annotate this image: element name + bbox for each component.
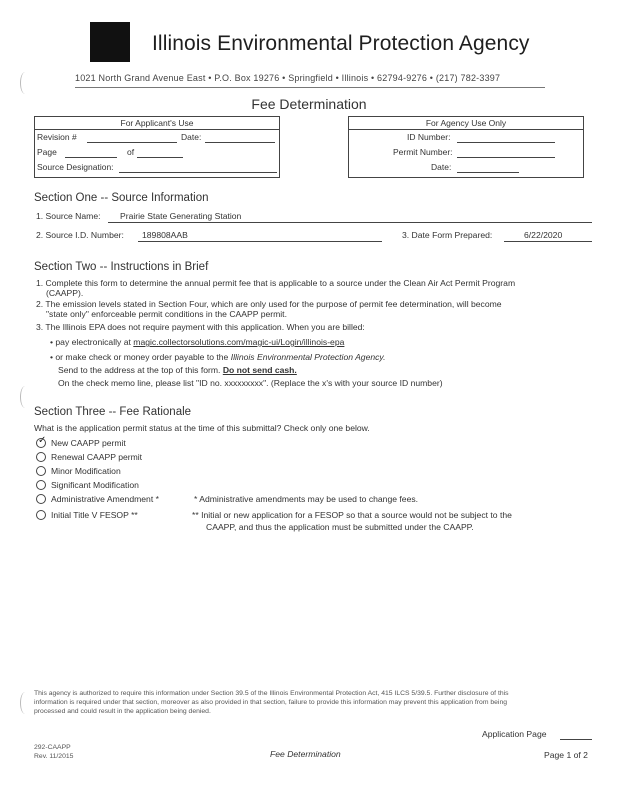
payment-link[interactable]: magic.collectorsolutions.com/magic-ui/Login/illinois-epa — [133, 337, 345, 347]
of-label: of — [127, 147, 135, 157]
disclosure-line3: processed and could result in the application being denied. — [34, 708, 211, 715]
box-head-rule — [35, 129, 279, 130]
option-minor-modification[interactable]: Minor Modification — [51, 466, 121, 476]
permit-number-field[interactable] — [457, 157, 555, 158]
agency-logo — [90, 22, 130, 62]
form-code: 292-CAAPP — [34, 744, 71, 751]
id-number-field[interactable] — [457, 142, 555, 143]
bullet2-text: or make check or money order payable to the — [55, 352, 231, 362]
instruction-1-line1: 1. Complete this form to determine the annual permit fee that is applicable to a source under the Clean Air Act Permit Program — [36, 278, 516, 288]
agency-date-label: Date: — [431, 162, 452, 172]
radio-new-caapp[interactable] — [36, 435, 47, 448]
section-three-title: Section Three -- Fee Rationale — [34, 406, 192, 418]
section-two-title: Section Two -- Instructions in Brief — [34, 261, 209, 273]
permit-number-label: Permit Number: — [393, 147, 453, 157]
memo-instructions: On the check memo line, please list "ID no. xxxxxxxxx". (Replace the x's with your source ID number) — [58, 378, 443, 388]
footer-form-name: Fee Determination — [270, 749, 341, 759]
source-id-underline — [138, 241, 382, 242]
option-renewal-caapp[interactable]: Renewal CAAPP permit — [51, 452, 143, 462]
radio-renewal-caapp[interactable] — [36, 452, 46, 462]
bullet1-text: pay electronically at — [55, 337, 134, 347]
form-title: Fee Determination — [251, 96, 367, 112]
instruction-2-line2: "state only" enforceable permit conditions in the CAAPP permit. — [46, 309, 287, 319]
disclosure-line2: information is required under that section, moreover as also provided in that section, failure to provide this information may prevent this application from being — [34, 699, 508, 706]
applicant-box-heading: For Applicant's Use — [120, 118, 194, 128]
applicant-date-field[interactable] — [205, 142, 275, 143]
send-text: Send to the address at the top of this form. — [58, 365, 223, 375]
note-administrative: * Administrative amendments may be used to change fees. — [194, 494, 419, 504]
applicant-date-label: Date: — [181, 132, 202, 142]
agency-box-heading: For Agency Use Only — [425, 118, 507, 128]
section-one-title: Section One -- Source Information — [34, 192, 209, 204]
page-of: Page 1 of 2 — [544, 750, 588, 760]
no-cash-warning: Do not send cash. — [222, 365, 297, 375]
scan-mark — [20, 692, 30, 714]
note-fesop-line1: ** Initial or new application for a FESOP so that a source would not be subject to the — [192, 510, 512, 520]
bullet-check-payment — [50, 352, 385, 362]
agency-date-field[interactable] — [457, 172, 519, 173]
date-prepared-value[interactable]: 6/22/2020 — [524, 230, 563, 240]
option-significant-modification[interactable]: Significant Modification — [51, 480, 139, 490]
instruction-3: 3. The Illinois EPA does not require payment with this application. When you are billed: — [36, 322, 365, 332]
source-id-label: 2. Source I.D. Number: — [36, 230, 124, 240]
applicant-use-box — [34, 116, 280, 178]
instruction-1-line2: (CAAPP). — [46, 288, 84, 298]
check-mark-icon: ✓ — [38, 435, 47, 446]
revision-label: Revision # — [37, 132, 77, 142]
source-name-label: 1. Source Name: — [36, 211, 101, 221]
radio-administrative-amendment[interactable] — [36, 494, 46, 504]
radio-minor-modification[interactable] — [36, 466, 46, 476]
status-question: What is the application permit status at the time of this submittal? Check only one below. — [34, 423, 370, 433]
scan-mark — [20, 72, 30, 94]
page-total-field[interactable] — [137, 157, 183, 158]
radio-initial-fesop[interactable] — [36, 510, 46, 520]
application-page-field[interactable] — [560, 739, 592, 740]
bullet-pay-electronically — [50, 337, 344, 347]
form-revision: Rev. 11/2015 — [34, 753, 74, 760]
source-name-value[interactable]: Prairie State Generating Station — [120, 211, 242, 221]
source-designation-field[interactable] — [119, 172, 277, 173]
instruction-2-line1: 2. The emission levels stated in Section Four, which are only used for the purpose of permit fee determination, will become — [36, 299, 502, 309]
payee-name: Illinois Environmental Protection Agency. — [230, 352, 386, 362]
source-name-underline — [108, 222, 592, 223]
box-head-rule — [349, 129, 583, 130]
radio-significant-modification[interactable] — [36, 480, 46, 490]
bullet-icon: • — [50, 337, 56, 347]
note-fesop-line2: CAAPP, and thus the application must be submitted under the CAAPP. — [206, 522, 474, 532]
disclosure-line1: This agency is authorized to require this information under Section 39.5 of the Illinois Environmental Protection Act, 415 ILCS 5/39.5. Further disclosure of this — [34, 690, 509, 697]
agency-name: Illinois Environmental Protection Agency — [152, 32, 530, 55]
agency-address: 1021 North Grand Avenue East • P.O. Box 19276 • Springfield • Illinois • 62794-9276 • (217) 782-3397 — [75, 73, 501, 83]
option-new-caapp[interactable]: New CAAPP permit — [51, 438, 126, 448]
page-label: Page — [37, 147, 57, 157]
agency-use-box — [348, 116, 584, 178]
source-id-value[interactable]: 189808AAB — [142, 230, 188, 240]
header-divider — [75, 87, 545, 88]
source-designation-label: Source Designation: — [37, 162, 114, 172]
revision-field[interactable] — [87, 142, 177, 143]
scan-mark — [20, 386, 30, 408]
page-field[interactable] — [65, 157, 117, 158]
option-initial-fesop[interactable]: Initial Title V FESOP ** — [51, 510, 138, 520]
date-prepared-underline — [504, 241, 592, 242]
id-number-label: ID Number: — [407, 132, 451, 142]
option-administrative-amendment[interactable]: Administrative Amendment * — [51, 494, 159, 504]
date-prepared-label: 3. Date Form Prepared: — [402, 230, 493, 240]
send-instructions — [58, 365, 297, 375]
application-page-label: Application Page — [482, 729, 547, 739]
bullet-icon: • — [50, 352, 56, 362]
